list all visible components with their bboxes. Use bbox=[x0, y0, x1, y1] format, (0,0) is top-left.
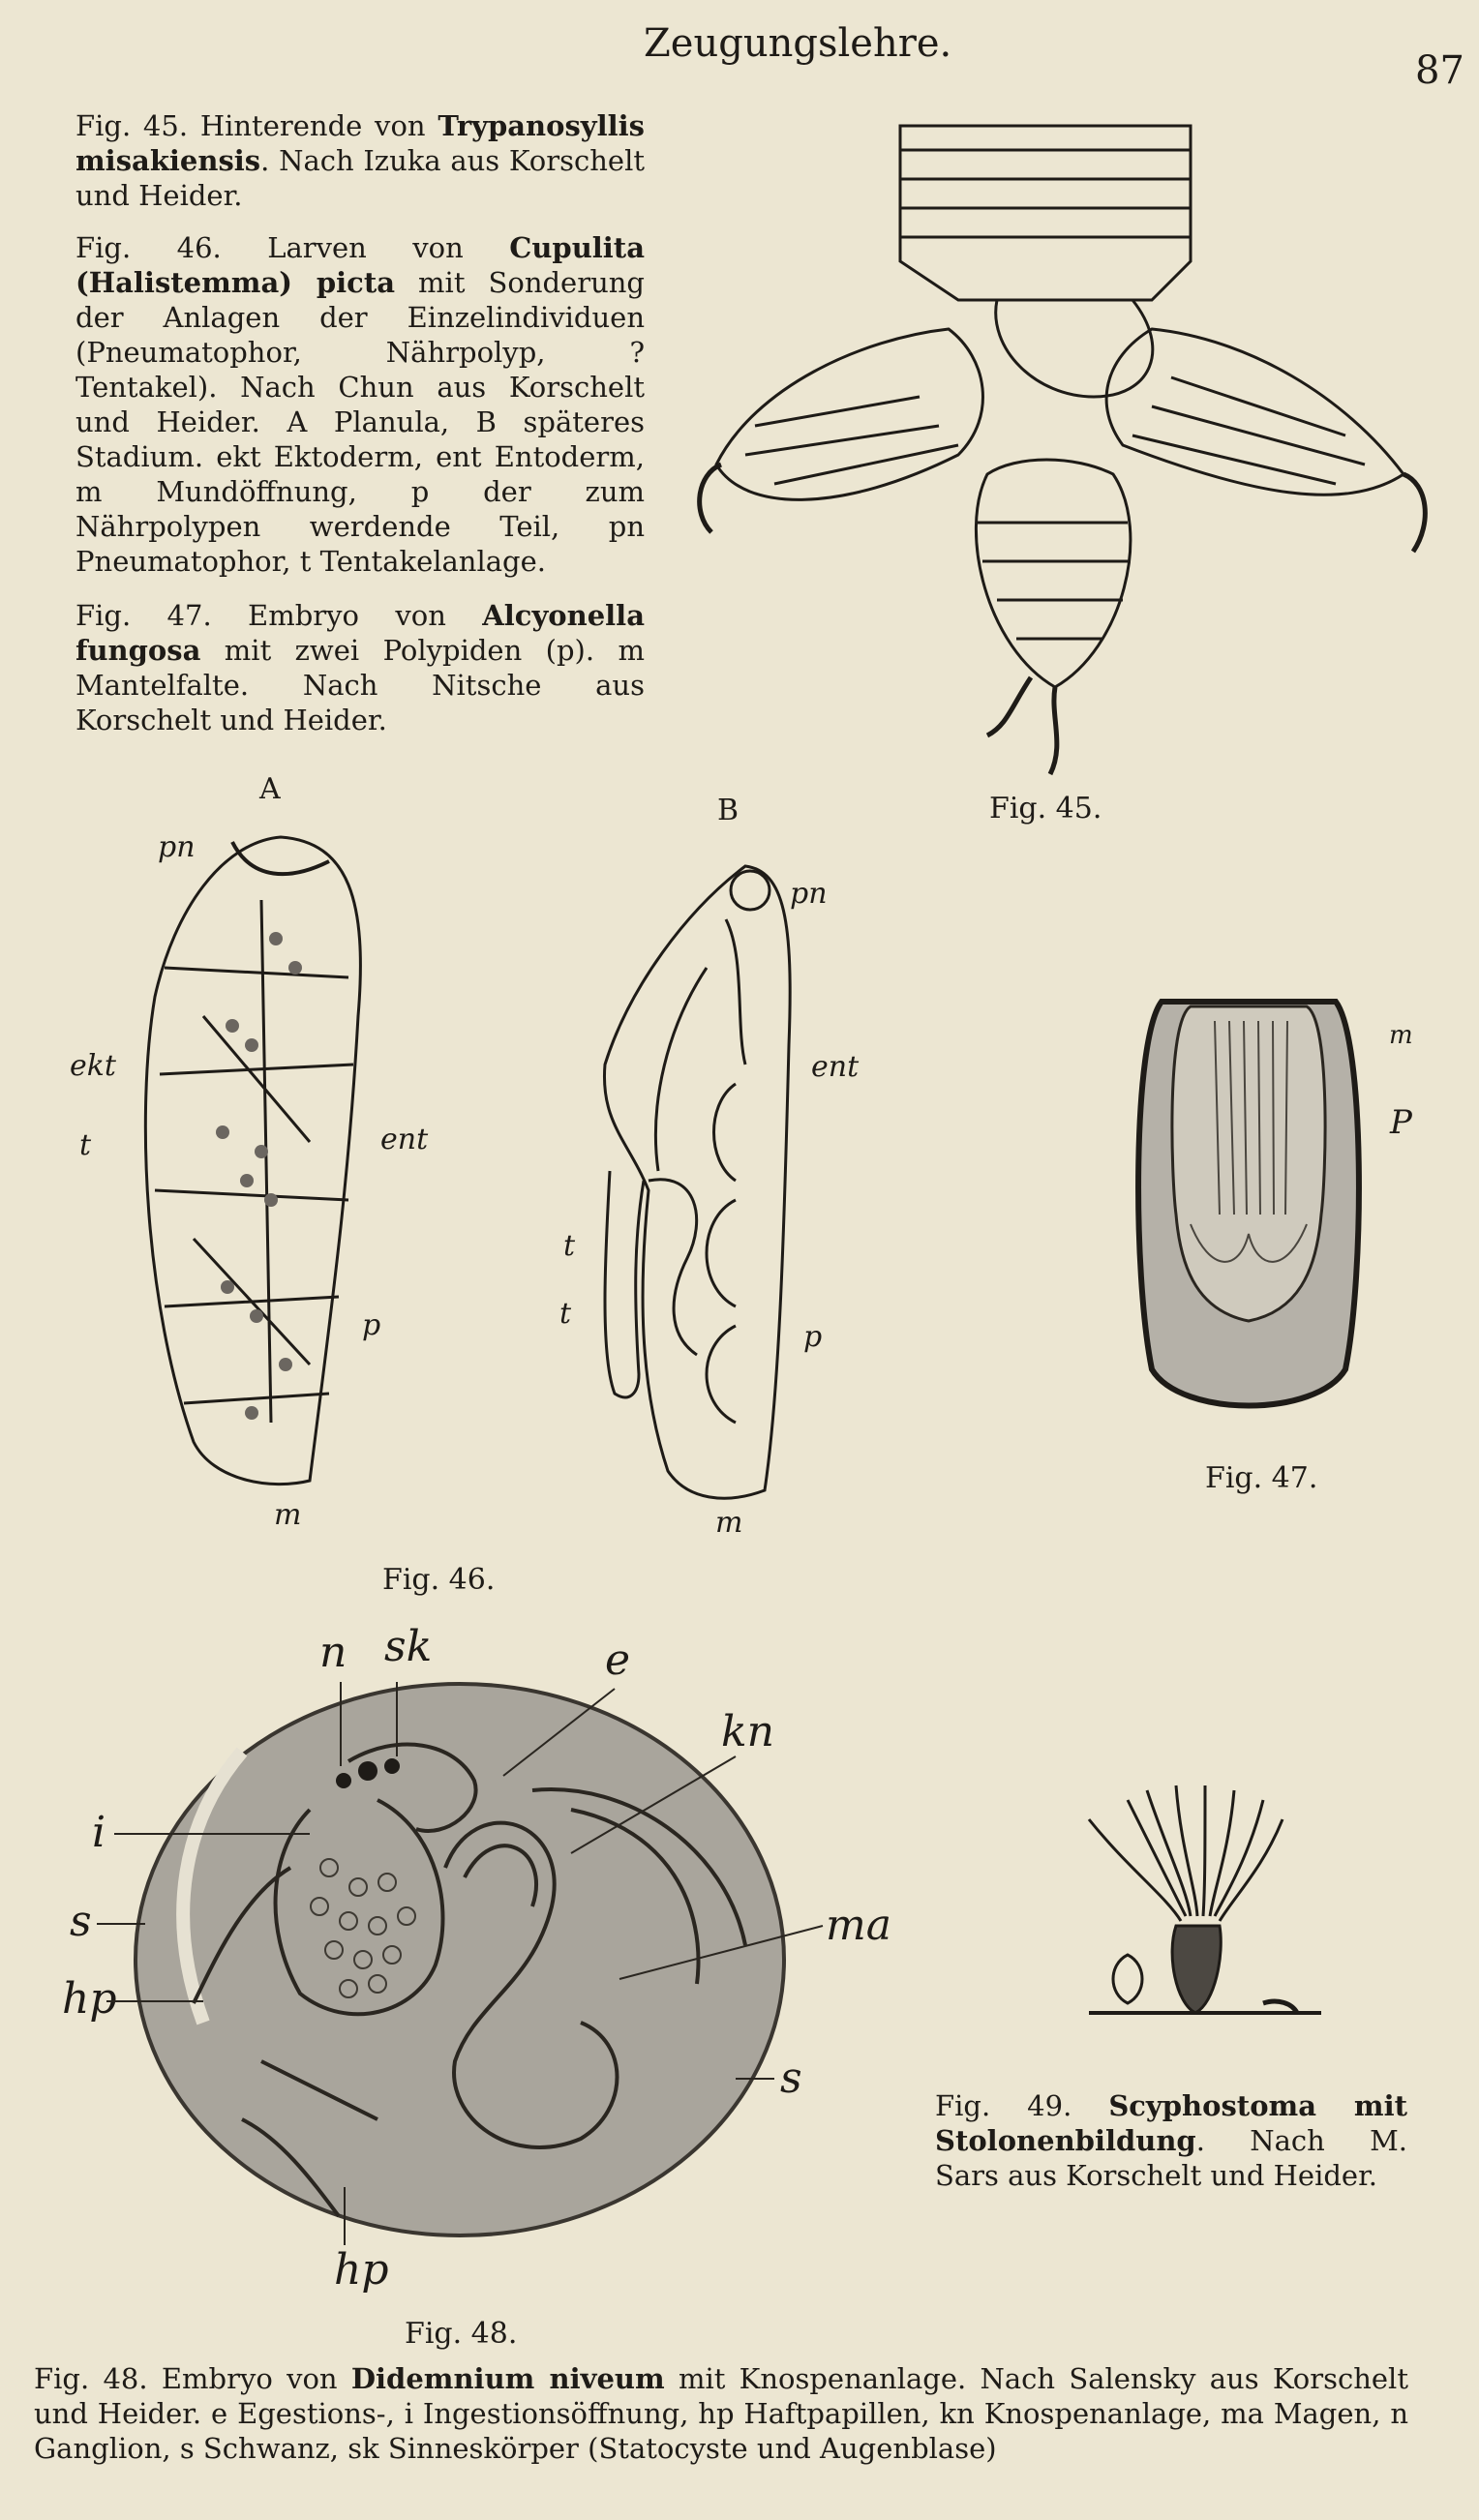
fig46-panel-a-letter: A bbox=[259, 772, 281, 806]
fig46b-label-t2: t bbox=[559, 1297, 572, 1331]
caption-fig47-species: Alcyonella fungosa bbox=[75, 599, 645, 667]
fig46a-label-ekt: ekt bbox=[70, 1049, 116, 1083]
fig49-illustration bbox=[1070, 1781, 1336, 2042]
fig46a-label-ent: ent bbox=[380, 1123, 429, 1156]
caption-fig49-species: Scyphostoma mit Stolonenbildung bbox=[935, 2089, 1407, 2157]
fig46a-label-m: m bbox=[274, 1498, 302, 1532]
fig46a-label-p: p bbox=[362, 1308, 381, 1342]
fig48-label-n: n bbox=[319, 1628, 347, 1677]
caption-fig46-tail: mit Sonderung der Anlagen der Einzelindividuen (Pneumatophor, Nährpolyp, ? Tentakel). Nach Chun aus Korschelt und Heider. A Planula, B späteres Stadium. ekt Ektoderm, ent Entoderm, m Mundöffnung, p der zum Nährpolypen werdende Teil, pn Pneumatophor, t Tentakelanlage. bbox=[75, 266, 645, 578]
running-header: Zeugungslehre. bbox=[644, 21, 952, 66]
caption-fig49 bbox=[935, 2088, 1407, 2193]
fig47-label-p: P bbox=[1390, 1103, 1412, 1142]
fig46b-label-ent: ent bbox=[811, 1050, 860, 1084]
caption-fig48-lead: Fig. 48. Embryo von bbox=[34, 2362, 351, 2395]
caption-fig48-tail: mit Knospenanlage. Nach Salensky aus Korschelt und Heider. e Egestions-, i Ingestionsöffnung, hp Haftpapillen, kn Knospenanlage, ma Magen, n Ganglion, s Schwanz, sk Sinneskörper (Statocyste und Augenblase) bbox=[34, 2362, 1408, 2465]
caption-fig46-species: Cupulita (Halistemma) picta bbox=[75, 231, 645, 299]
caption-fig45-lead: Fig. 45. Hinterende von bbox=[75, 109, 438, 142]
fig47-label: Fig. 47. bbox=[1205, 1461, 1318, 1495]
fig47-label-m: m bbox=[1389, 1021, 1413, 1050]
fig48-label-s1: s bbox=[70, 1897, 92, 1946]
fig46a-label-t: t bbox=[79, 1128, 92, 1162]
fig48-label-s2: s bbox=[780, 2054, 802, 2103]
caption-fig48 bbox=[34, 2361, 1408, 2466]
fig48-label-i: i bbox=[92, 1808, 106, 1857]
caption-fig46-lead: Fig. 46. Larven von bbox=[75, 231, 510, 264]
caption-fig45-species: Trypanosyllis misakiensis bbox=[75, 109, 645, 177]
fig48-label-kn: kn bbox=[721, 1707, 774, 1756]
caption-fig49-lead: Fig. 49. bbox=[935, 2089, 1109, 2122]
caption-fig45-tail: . Nach Izuka aus Korschelt und Heider. bbox=[75, 144, 645, 212]
fig46a-label-pn: pn bbox=[158, 830, 196, 864]
fig48-label-e: e bbox=[605, 1635, 631, 1685]
page-number: 87 bbox=[1415, 48, 1464, 93]
fig46b-label-m: m bbox=[715, 1506, 743, 1540]
fig46-panel-b-letter: B bbox=[717, 794, 740, 827]
fig48-label-hp2: hp bbox=[334, 2245, 389, 2295]
caption-fig49-tail: . Nach M. Sars aus Korschelt und Heider. bbox=[935, 2124, 1407, 2192]
fig48-label: Fig. 48. bbox=[405, 2317, 518, 2351]
fig45-label: Fig. 45. bbox=[989, 792, 1102, 825]
caption-fig47-tail: mit zwei Polypiden (p). m Mantelfalte. Nach Nitsche aus Korschelt und Heider. bbox=[75, 634, 645, 736]
caption-fig47-lead: Fig. 47. Embryo von bbox=[75, 599, 483, 632]
fig46-label: Fig. 46. bbox=[382, 1563, 496, 1597]
fig46b-label-t1: t bbox=[563, 1229, 576, 1263]
caption-fig48-species: Didemnium niveum bbox=[350, 2362, 665, 2395]
fig48-label-ma: ma bbox=[826, 1901, 891, 1950]
fig46b-label-p: p bbox=[803, 1320, 823, 1354]
fig48-label-sk: sk bbox=[384, 1622, 433, 1671]
fig48-label-hp1: hp bbox=[62, 1974, 117, 2024]
fig46b-label-pn: pn bbox=[790, 877, 828, 911]
